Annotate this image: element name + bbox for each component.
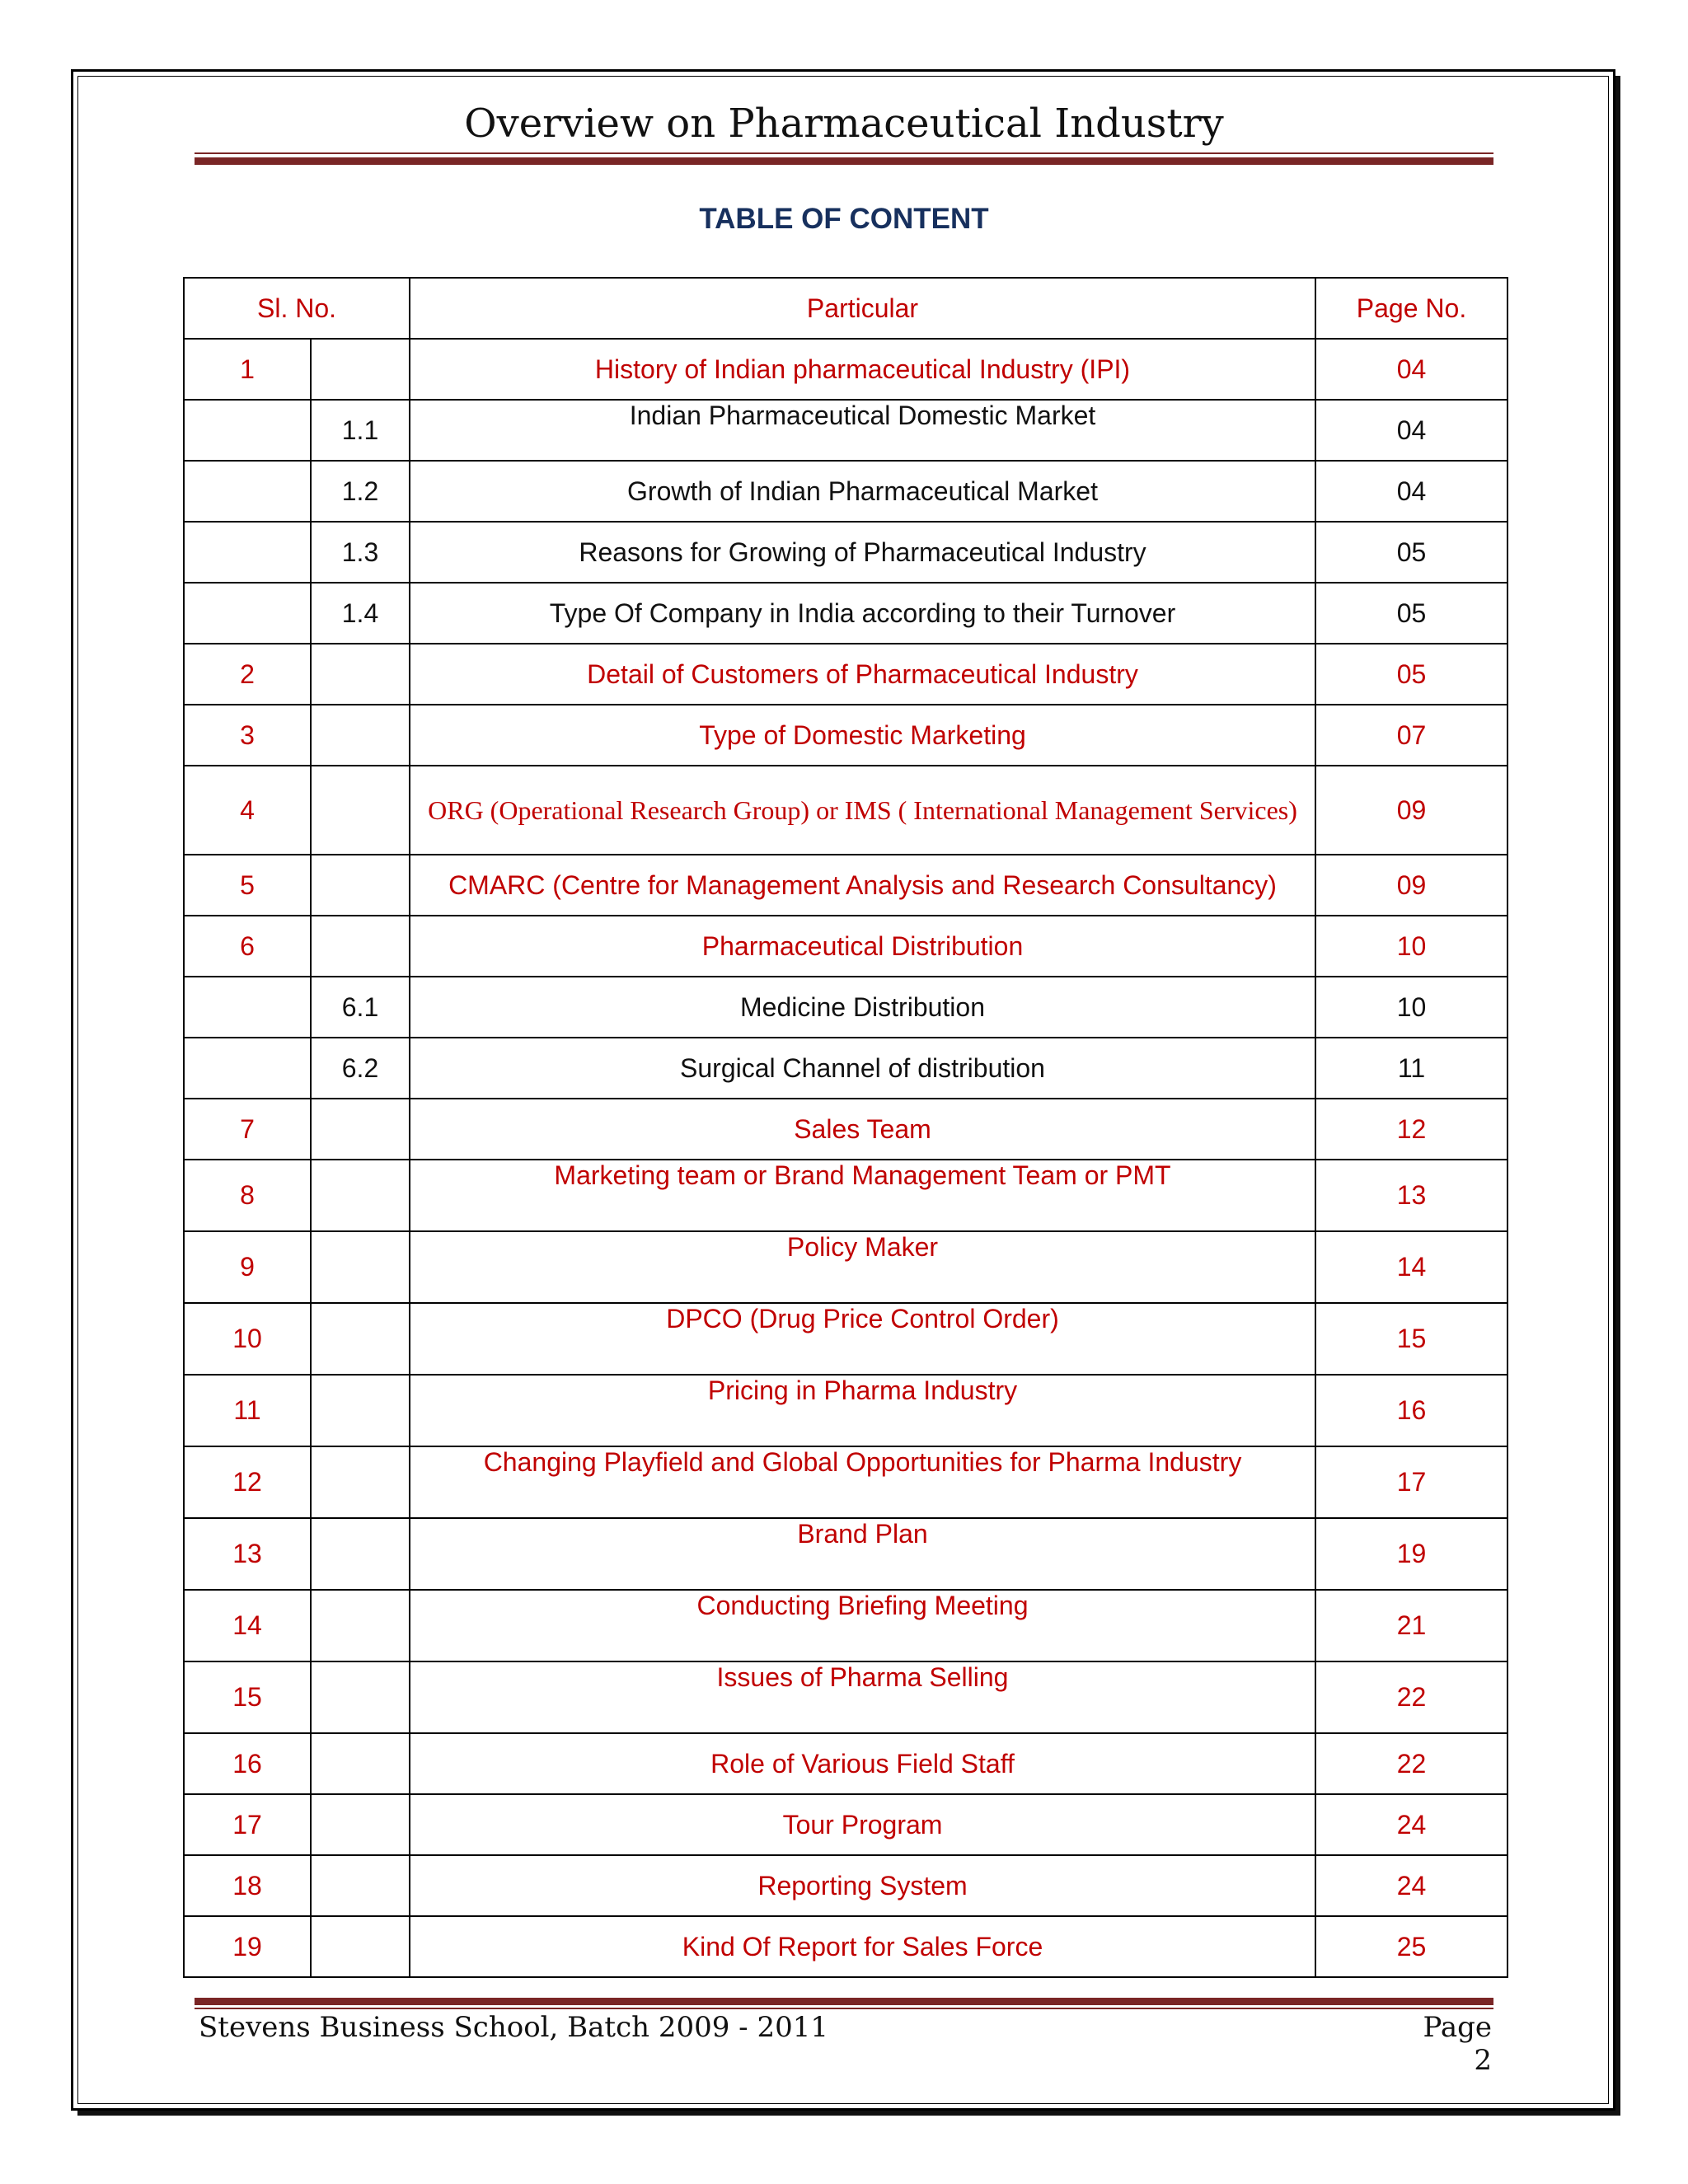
toc-row-page: 04 — [1315, 339, 1507, 400]
toc-row[interactable] — [184, 1231, 1507, 1303]
toc-row-number: 13 — [184, 1518, 311, 1590]
toc-row-title[interactable]: Growth of Indian Pharmaceutical Market — [410, 461, 1315, 522]
toc-row-page: 21 — [1315, 1590, 1507, 1661]
toc-row-sub — [311, 1733, 410, 1794]
toc-row[interactable] — [184, 766, 1507, 855]
footer-rule-thin — [195, 2008, 1493, 2009]
toc-row-number: 16 — [184, 1733, 311, 1794]
toc-row-sub: 1.4 — [311, 583, 410, 644]
toc-row[interactable] — [184, 522, 1507, 583]
toc-row-page: 09 — [1315, 855, 1507, 916]
toc-row-page: 15 — [1315, 1303, 1507, 1375]
toc-row-title[interactable]: Detail of Customers of Pharmaceutical Industry — [410, 644, 1315, 705]
toc-row-number: 9 — [184, 1231, 311, 1303]
toc-row[interactable] — [184, 916, 1507, 977]
toc-row[interactable] — [184, 1303, 1507, 1375]
toc-row[interactable] — [184, 1794, 1507, 1855]
col-header-sl-no: Sl. No. — [184, 278, 410, 339]
toc-row-number: 7 — [184, 1099, 311, 1160]
toc-row-number: 4 — [184, 766, 311, 855]
toc-row-sub — [311, 766, 410, 855]
toc-row-page: 25 — [1315, 1916, 1507, 1977]
toc-row-number: 11 — [184, 1375, 311, 1446]
toc-row[interactable] — [184, 855, 1507, 916]
toc-row-title[interactable]: Sales Team — [410, 1099, 1315, 1160]
toc-row-number — [184, 522, 311, 583]
toc-row-title[interactable]: Issues of Pharma Selling — [410, 1661, 1315, 1733]
toc-row-sub: 1.2 — [311, 461, 410, 522]
toc-row-sub — [311, 1590, 410, 1661]
toc-row-title[interactable]: Tour Program — [410, 1794, 1315, 1855]
col-header-page-no: Page No. — [1315, 278, 1507, 339]
toc-row-number: 19 — [184, 1916, 311, 1977]
toc-row-number: 17 — [184, 1794, 311, 1855]
toc-row-sub — [311, 1160, 410, 1231]
toc-row[interactable] — [184, 461, 1507, 522]
toc-row[interactable] — [184, 1518, 1507, 1590]
toc-row-sub — [311, 1518, 410, 1590]
toc-row-page: 14 — [1315, 1231, 1507, 1303]
toc-row[interactable] — [184, 1661, 1507, 1733]
toc-row-page: 12 — [1315, 1099, 1507, 1160]
toc-row[interactable] — [184, 1855, 1507, 1916]
toc-row-title[interactable]: Pricing in Pharma Industry — [410, 1375, 1315, 1446]
toc-row-number: 8 — [184, 1160, 311, 1231]
toc-row-sub — [311, 1794, 410, 1855]
toc-row-page: 05 — [1315, 522, 1507, 583]
toc-row-sub — [311, 1099, 410, 1160]
toc-row-number: 12 — [184, 1446, 311, 1518]
toc-row-title[interactable]: CMARC (Centre for Management Analysis and Research Consultancy) — [410, 855, 1315, 916]
toc-row-sub — [311, 1661, 410, 1733]
toc-row-number: 10 — [184, 1303, 311, 1375]
toc-row-page: 04 — [1315, 461, 1507, 522]
toc-header-row — [184, 278, 1507, 339]
toc-row-page: 24 — [1315, 1855, 1507, 1916]
toc-row[interactable] — [184, 644, 1507, 705]
toc-row-title[interactable]: Marketing team or Brand Management Team or PMT — [410, 1160, 1315, 1231]
toc-row[interactable] — [184, 1375, 1507, 1446]
toc-row[interactable] — [184, 1590, 1507, 1661]
header-rule-thin — [195, 152, 1493, 154]
toc-row[interactable] — [184, 1446, 1507, 1518]
toc-row[interactable] — [184, 705, 1507, 766]
toc-row-title[interactable]: Kind Of Report for Sales Force — [410, 1916, 1315, 1977]
toc-row[interactable] — [184, 1099, 1507, 1160]
toc-row-title[interactable]: Indian Pharmaceutical Domestic Market — [410, 400, 1315, 461]
toc-row-page: 17 — [1315, 1446, 1507, 1518]
toc-row-sub — [311, 705, 410, 766]
toc-row[interactable] — [184, 1038, 1507, 1099]
toc-row-number: 5 — [184, 855, 311, 916]
toc-row-sub — [311, 916, 410, 977]
toc-row-number: 15 — [184, 1661, 311, 1733]
toc-row-page: 04 — [1315, 400, 1507, 461]
toc-row-sub — [311, 1855, 410, 1916]
toc-row-title[interactable]: History of Indian pharmaceutical Industry (IPI) — [410, 339, 1315, 400]
toc-heading: TABLE OF CONTENT — [699, 203, 989, 235]
footer-page-number: Page 2 — [1423, 2011, 1492, 2077]
toc-row-title[interactable]: DPCO (Drug Price Control Order) — [410, 1303, 1315, 1375]
toc-row-title[interactable]: Type of Domestic Marketing — [410, 705, 1315, 766]
toc-row-sub: 1.1 — [311, 400, 410, 461]
toc-row-number — [184, 461, 311, 522]
toc-row[interactable] — [184, 339, 1507, 400]
toc-row-page: 22 — [1315, 1661, 1507, 1733]
toc-row-sub — [311, 1231, 410, 1303]
footer-school: Stevens Business School, Batch 2009 - 2011 — [199, 2011, 828, 2044]
toc-row[interactable] — [184, 1160, 1507, 1231]
toc-row-number: 14 — [184, 1590, 311, 1661]
toc-row-sub — [311, 1916, 410, 1977]
toc-row-title[interactable]: ORG (Operational Research Group) or IMS ( International Management Services) — [410, 766, 1315, 855]
toc-row[interactable] — [184, 1733, 1507, 1794]
toc-row-number: 18 — [184, 1855, 311, 1916]
toc-row-sub — [311, 855, 410, 916]
toc-row-sub — [311, 644, 410, 705]
toc-row-page: 05 — [1315, 644, 1507, 705]
toc-row-title[interactable]: Medicine Distribution — [410, 977, 1315, 1038]
toc-row-page: 16 — [1315, 1375, 1507, 1446]
toc-row-sub — [311, 1375, 410, 1446]
toc-row-number: 3 — [184, 705, 311, 766]
toc-row[interactable] — [184, 977, 1507, 1038]
toc-row-title[interactable]: Role of Various Field Staff — [410, 1733, 1315, 1794]
toc-row-page: 22 — [1315, 1733, 1507, 1794]
toc-row-title[interactable]: Conducting Briefing Meeting — [410, 1590, 1315, 1661]
toc-row-page: 19 — [1315, 1518, 1507, 1590]
col-header-particular: Particular — [410, 278, 1315, 339]
toc-row-page: 13 — [1315, 1160, 1507, 1231]
toc-row-page: 05 — [1315, 583, 1507, 644]
toc-row-title[interactable]: Surgical Channel of distribution — [410, 1038, 1315, 1099]
toc-row-number — [184, 1038, 311, 1099]
toc-row-title[interactable]: Brand Plan — [410, 1518, 1315, 1590]
toc-row-number: 1 — [184, 339, 311, 400]
toc-row[interactable] — [184, 400, 1507, 461]
toc-table — [183, 277, 1508, 1978]
toc-row-page: 09 — [1315, 766, 1507, 855]
toc-row-title[interactable]: Pharmaceutical Distribution — [410, 916, 1315, 977]
toc-row-title[interactable]: Changing Playfield and Global Opportunities for Pharma Industry — [410, 1446, 1315, 1518]
header-rule-thick — [195, 157, 1493, 165]
toc-row-number: 2 — [184, 644, 311, 705]
footer-rule-thick — [195, 1998, 1493, 2005]
toc-row-title[interactable]: Reasons for Growing of Pharmaceutical Industry — [410, 522, 1315, 583]
toc-row-page: 10 — [1315, 916, 1507, 977]
page-shadow-right — [1615, 76, 1620, 2116]
toc-row-page: 07 — [1315, 705, 1507, 766]
toc-row-page: 11 — [1315, 1038, 1507, 1099]
toc-row-sub: 6.1 — [311, 977, 410, 1038]
toc-row[interactable] — [184, 1916, 1507, 1977]
toc-row-number — [184, 400, 311, 461]
toc-row-title[interactable]: Reporting System — [410, 1855, 1315, 1916]
toc-row-title[interactable]: Type Of Company in India according to their Turnover — [410, 583, 1315, 644]
toc-row-sub — [311, 1446, 410, 1518]
toc-row-page: 10 — [1315, 977, 1507, 1038]
toc-row-sub — [311, 1303, 410, 1375]
page-shadow-bottom — [77, 2111, 1620, 2116]
toc-row-number — [184, 583, 311, 644]
toc-row-number — [184, 977, 311, 1038]
page-header-title: Overview on Pharmaceutical Industry — [464, 101, 1224, 147]
toc-row-sub — [311, 339, 410, 400]
toc-row-sub: 1.3 — [311, 522, 410, 583]
toc-row-sub: 6.2 — [311, 1038, 410, 1099]
toc-row-number: 6 — [184, 916, 311, 977]
toc-row-page: 24 — [1315, 1794, 1507, 1855]
toc-row-title[interactable]: Policy Maker — [410, 1231, 1315, 1303]
toc-row[interactable] — [184, 583, 1507, 644]
